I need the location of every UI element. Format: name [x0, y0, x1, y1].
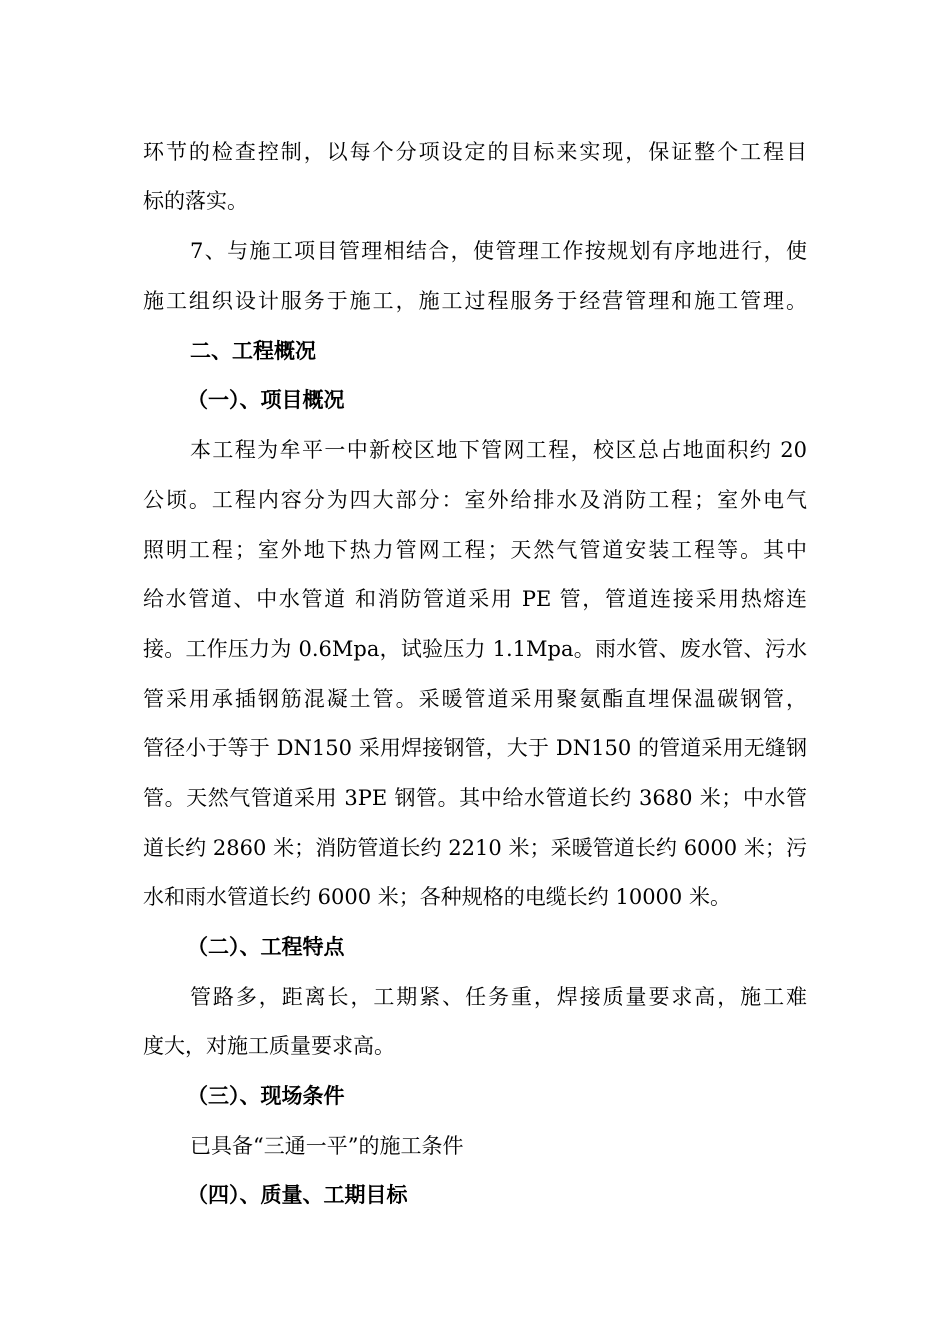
subsection-heading: （四）、质量、工期目标: [187, 1183, 408, 1207]
paragraph-line: 7、与施工项目管理相结合，使管理工作按规划有序地进行，使: [190, 239, 807, 263]
paragraph-line: 施工组织设计服务于施工，施工过程服务于经营管理和施工管理。: [143, 289, 807, 313]
paragraph-line: 度大，对施工质量要求高。: [143, 1034, 395, 1058]
subsection-heading: （二）、工程特点: [187, 935, 345, 959]
subsection-heading: （一）、项目概况: [187, 388, 345, 412]
paragraph-line: 管。天然气管道采用 3PE 钢管。其中给水管道长约 3680 米；中水管: [143, 786, 807, 810]
paragraph-line: 环节的检查控制，以每个分项设定的目标来实现，保证整个工程目: [143, 140, 807, 164]
paragraph-line: 本工程为牟平一中新校区地下管网工程，校区总占地面积约 20: [190, 438, 807, 462]
paragraph-line: 公顷。工程内容分为四大部分：室外给排水及消防工程；室外电气: [143, 488, 807, 512]
subsection-heading: （三）、现场条件: [187, 1084, 345, 1108]
section-heading: 二、工程概况: [190, 339, 316, 363]
paragraph-line: 管径小于等于 DN150 采用焊接钢管，大于 DN150 的管道采用无缝钢: [143, 736, 807, 760]
paragraph-line: 照明工程；室外地下热力管网工程；天然气管道安装工程等。其中: [143, 538, 807, 562]
paragraph-line: 水和雨水管道长约 6000 米；各种规格的电缆长约 10000 米。: [143, 885, 731, 909]
paragraph-line: 接。工作压力为 0.6Mpa，试验压力 1.1Mpa。雨水管、废水管、污水: [143, 637, 807, 661]
paragraph-line: 标的落实。: [143, 189, 248, 213]
paragraph-line: 给水管道、中水管道 和消防管道采用 PE 管，管道连接采用热熔连: [143, 587, 807, 611]
paragraph-line: 管采用承插钢筋混凝土管。采暖管道采用聚氨酯直埋保温碳钢管，: [143, 687, 807, 711]
paragraph-line: 已具备“三通一平”的施工条件: [190, 1134, 464, 1158]
paragraph-line: 管路多，距离长，工期紧、任务重，焊接质量要求高，施工难: [190, 985, 807, 1009]
paragraph-line: 道长约 2860 米；消防管道长约 2210 米；采暖管道长约 6000 米；污: [143, 836, 807, 860]
